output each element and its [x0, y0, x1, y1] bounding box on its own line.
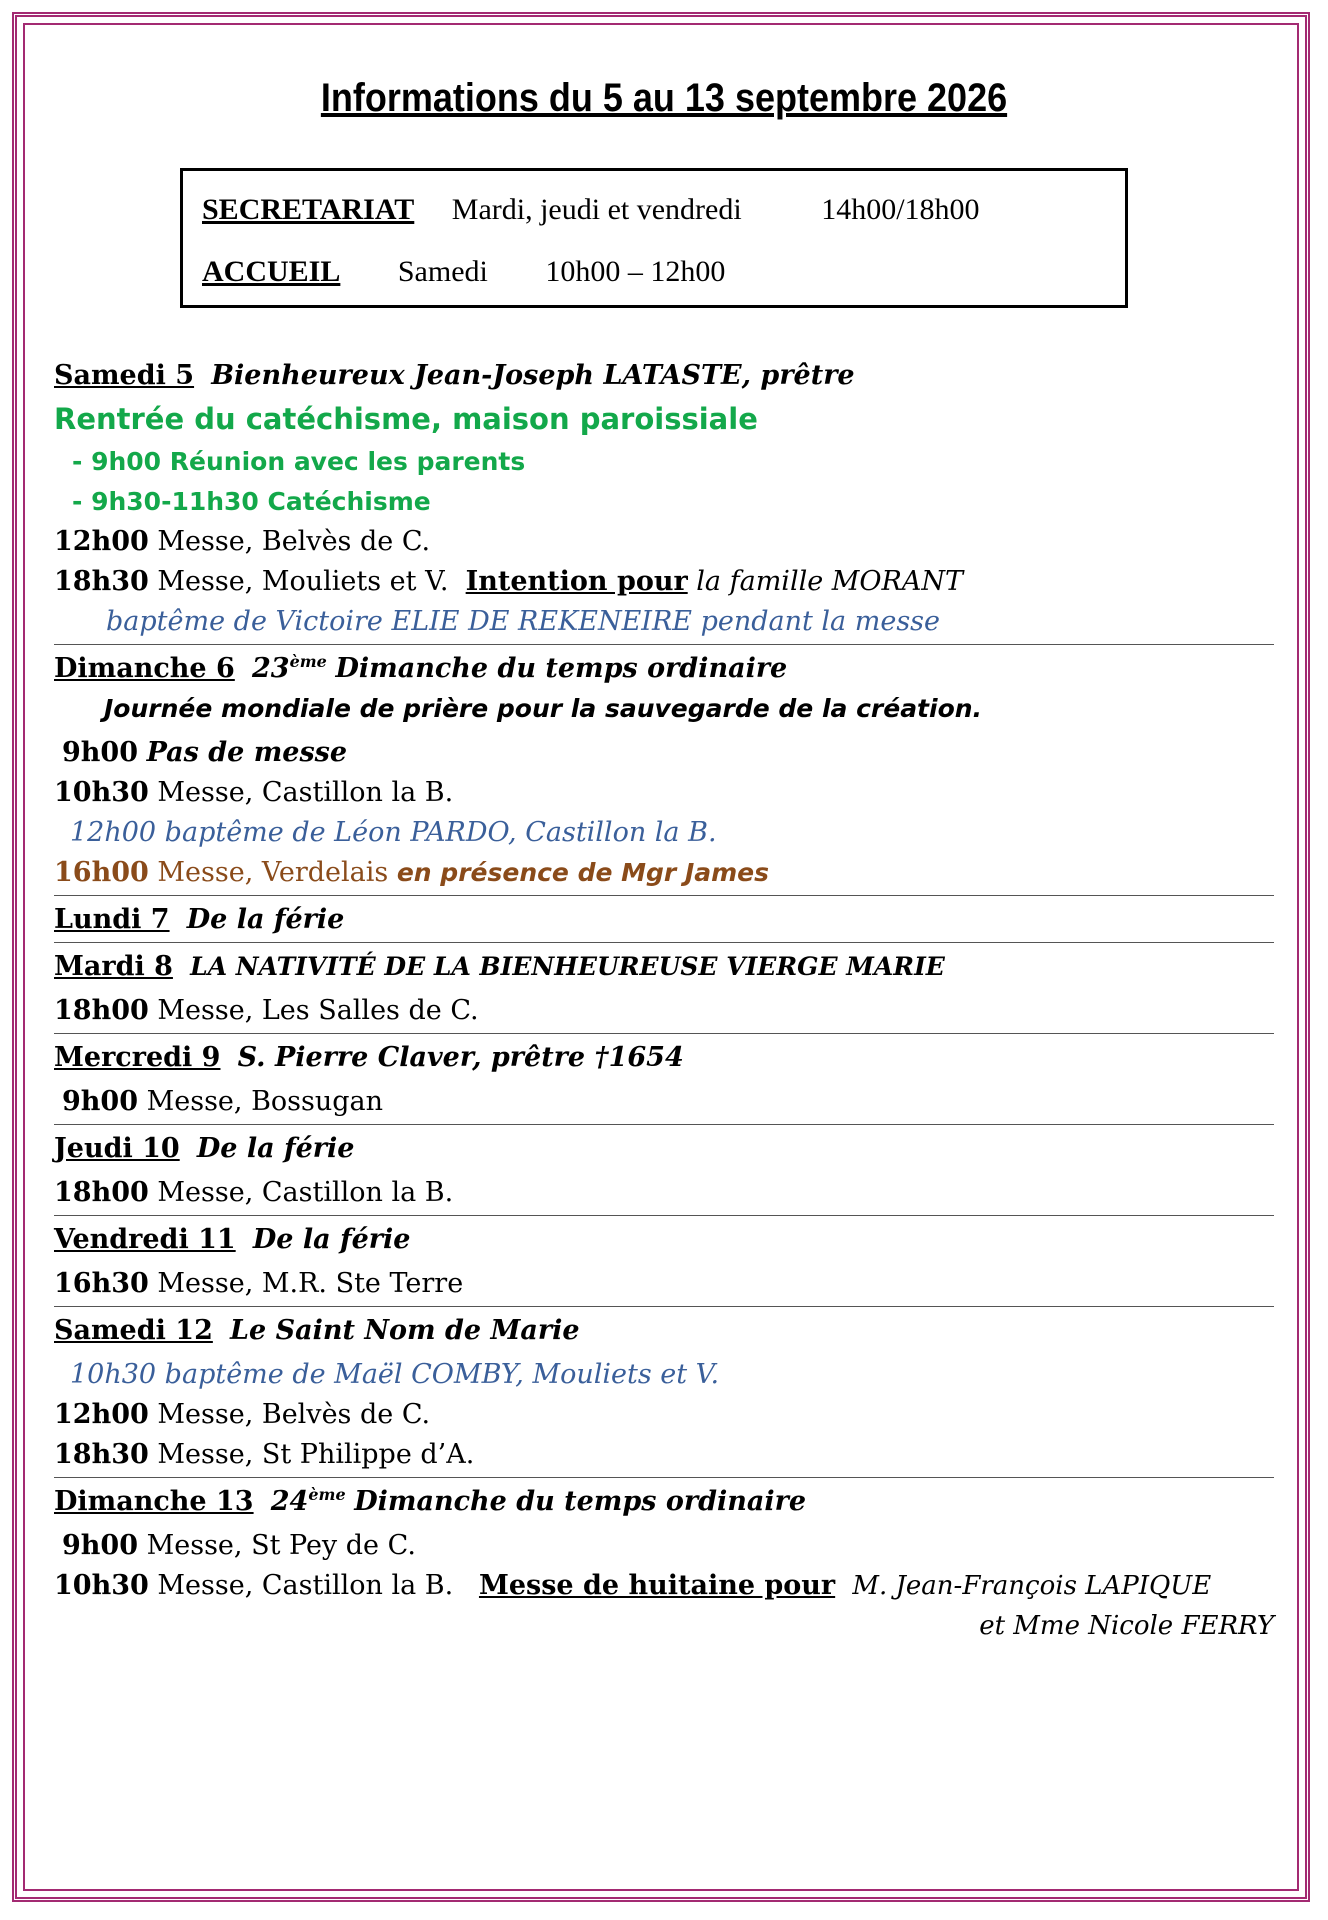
mass-place: Messe, Castillon la B. [157, 1177, 454, 1208]
mass-place: Messe, Belvès de C. [157, 526, 431, 557]
day-label: Lundi 7 [54, 904, 170, 935]
mass-time: 12h00 [54, 526, 149, 557]
day-label: Dimanche 6 [54, 653, 235, 684]
mass-line [54, 1264, 1274, 1304]
feast-name: De la férie [196, 1133, 355, 1164]
mass-line [54, 1395, 1274, 1435]
mass-line [54, 1526, 1274, 1566]
day-label: Samedi 12 [54, 1315, 213, 1346]
day-heading-tue8 [54, 947, 1274, 987]
baptism-note: 12h00 baptême de Léon PARDO, Castillon la B. [70, 817, 717, 848]
day-heading-mon7 [54, 900, 1274, 940]
mass-line [54, 773, 1274, 813]
feast-name: Dimanche du temps ordinaire [335, 653, 788, 684]
baptism-note: 10h30 baptême de Maël COMBY, Mouliets et V. [70, 1359, 720, 1390]
mass-place: Messe, Belvès de C. [157, 1399, 431, 1430]
mass-time: 18h00 [54, 995, 149, 1026]
mass-note: Pas de messe [146, 737, 348, 768]
schedule [54, 356, 1274, 1646]
mass-time: 12h00 [54, 1399, 149, 1430]
mass-time: 18h30 [54, 566, 149, 597]
secretariat-label: SECRETARIAT [202, 193, 415, 226]
day-heading-sat12 [54, 1311, 1274, 1351]
day-heading-sun6 [54, 649, 1274, 689]
day-heading-sun13 [54, 1482, 1274, 1522]
huitaine-label: Messe de huitaine pour [478, 1570, 836, 1601]
divider [54, 895, 1274, 896]
mass-line [54, 1435, 1274, 1475]
divider [54, 1124, 1274, 1125]
day-heading-thu10 [54, 1129, 1274, 1169]
mass-time: 9h00 [62, 1530, 138, 1561]
feast-superscript: ème [289, 652, 327, 671]
accueil-time: 10h00 – 12h00 [545, 255, 726, 288]
mass-line [54, 853, 1274, 893]
divider [54, 1033, 1274, 1034]
feast-number: 24 [270, 1486, 309, 1517]
journee-note: Journée mondiale de prière pour la sauvegarde de la création. [104, 694, 983, 723]
day-label: Jeudi 10 [54, 1133, 180, 1164]
mass-place: Messe, Verdelais [157, 857, 389, 888]
mass-line [54, 1566, 1274, 1606]
day-label: Mardi 8 [54, 951, 173, 982]
mass-time: 9h00 [62, 737, 138, 768]
page-title: Informations du 5 au 13 septembre 2026 [320, 76, 1008, 120]
mass-place: Messe, St Philippe d’A. [157, 1439, 475, 1470]
mass-time: 16h00 [54, 857, 149, 888]
feast-name: Le Saint Nom de Marie [230, 1315, 580, 1346]
mass-place: Messe, St Pey de C. [146, 1530, 416, 1561]
feast-name: Dimanche du temps ordinaire [354, 1486, 807, 1517]
mass-line [54, 991, 1274, 1031]
feast-name: S. Pierre Claver, prêtre †1654 [237, 1042, 684, 1073]
mass-line [54, 522, 1274, 562]
mass-line [54, 1082, 1274, 1122]
day-heading-sat5 [54, 356, 1274, 396]
huitaine-text: M. Jean-François LAPIQUE [852, 1571, 1212, 1601]
huitaine-text-continued: et Mme Nicole FERRY [979, 1611, 1274, 1641]
mass-line [54, 1173, 1274, 1213]
mass-place: Messe, Bossugan [146, 1086, 384, 1117]
mass-time: 9h00 [62, 1086, 138, 1117]
catechism-title: Rentrée du catéchisme, maison paroissiale [54, 402, 758, 436]
intention-label: Intention pour [465, 566, 688, 597]
divider [54, 942, 1274, 943]
day-heading-fri11 [54, 1220, 1274, 1260]
intention-text: la famille MORANT [696, 566, 964, 597]
secretariat-time: 14h00/18h00 [821, 193, 980, 226]
feast-superscript: ème [308, 1485, 346, 1504]
hours-box [180, 168, 1128, 308]
baptism-note: baptême de Victoire ELIE DE REKENEIRE pendant la messe [106, 606, 941, 637]
mass-time: 10h30 [54, 1570, 149, 1601]
feast-name: Bienheureux Jean-Joseph LATASTE, prêtre [211, 360, 855, 391]
feast-name: De la férie [186, 904, 345, 935]
mass-time: 16h30 [54, 1268, 149, 1299]
mass-place: Messe, Castillon la B. [157, 1570, 454, 1601]
mass-place: Messe, Les Salles de C. [157, 995, 479, 1026]
mass-line [54, 733, 1274, 773]
accueil-row [202, 255, 725, 289]
mass-place: Messe, M.R. Ste Terre [157, 1268, 464, 1299]
day-heading-wed9 [54, 1038, 1274, 1078]
divider [54, 1215, 1274, 1216]
mass-place: Messe, Castillon la B. [157, 777, 454, 808]
mass-time: 18h30 [54, 1439, 149, 1470]
feast-name: LA NATIVITÉ DE LA BIENHEUREUSE VIERGE MARIE [190, 952, 945, 981]
secretariat-days: Mardi, jeudi et vendredi [451, 193, 742, 226]
catechism-item: - 9h30-11h30 Catéchisme [72, 487, 431, 516]
accueil-day: Samedi [397, 255, 488, 288]
mass-time: 10h30 [54, 777, 149, 808]
feast-name: De la férie [252, 1224, 411, 1255]
mass-line [54, 562, 1274, 602]
mass-time: 18h00 [54, 1177, 149, 1208]
feast-number: 23 [251, 653, 290, 684]
day-label: Dimanche 13 [54, 1486, 254, 1517]
mass-note: en présence de Mgr James [396, 858, 770, 887]
day-label: Vendredi 11 [54, 1224, 236, 1255]
accueil-label: ACCUEIL [202, 255, 341, 288]
mass-place: Messe, Mouliets et V. [157, 566, 449, 597]
day-label: Mercredi 9 [54, 1042, 221, 1073]
divider [54, 1306, 1274, 1307]
divider [54, 1477, 1274, 1478]
divider [54, 644, 1274, 645]
day-label: Samedi 5 [54, 360, 195, 391]
secretariat-row [202, 193, 980, 227]
catechism-item: - 9h00 Réunion avec les parents [72, 447, 526, 476]
